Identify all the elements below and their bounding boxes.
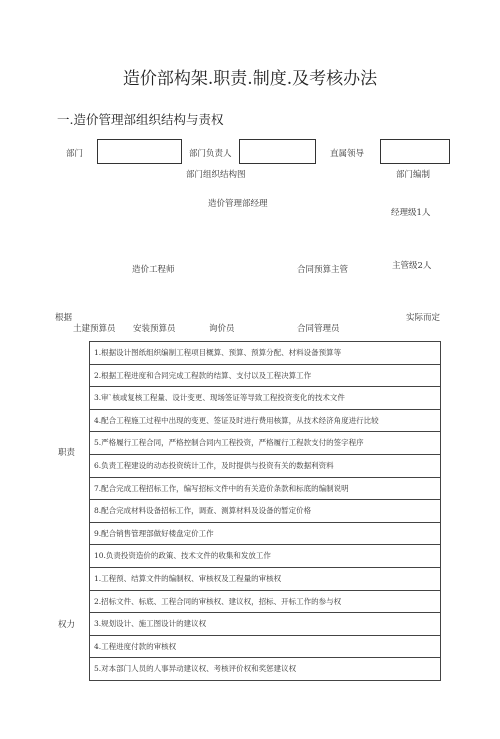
- department-field[interactable]: [97, 139, 182, 164]
- duties-powers-table: [89, 341, 441, 681]
- org-staff-install: 安装预算员: [133, 324, 176, 334]
- power-item: 3.规划设计、施工图设计的建议权: [90, 613, 441, 636]
- duty-item: 5.严格履行工程合同，严格控制合同内工程投资，严格履行工程款支付的签字程序: [90, 432, 441, 455]
- department-head-label: 部门负责人: [189, 149, 232, 159]
- direct-leader-field[interactable]: [380, 139, 450, 164]
- basis-label: 根据: [55, 313, 73, 323]
- table-row: [90, 545, 441, 568]
- power-item: 1.工程预、结算文件的编制权、审核权及工程量的审核权: [90, 567, 441, 590]
- power-item: 2.招标文件、标底、工程合同的审核权、建议权，招标、开标工作的参与权: [90, 590, 441, 613]
- table-row: [90, 454, 441, 477]
- duty-item: 10.负责投资造价的政策、技术文件的收集和发放工作: [90, 545, 441, 568]
- duty-item: 3.审`核或复核工程量、设计变更、现场签证等导致工程投资变化的技术文件: [90, 387, 441, 410]
- duty-item: 6.负责工程建设的动态投资统计工作，及时提供与投资有关的数据利资料: [90, 454, 441, 477]
- supervisor-level: 主管级2人: [392, 261, 432, 271]
- document-title: 造价部构架.职责.制度.及考核办法: [122, 69, 378, 89]
- duty-item: 8.配合完成材料设备招标工作，调查、测算材料及设备的暂定价格: [90, 500, 441, 523]
- org-staff-inquiry: 询价员: [209, 324, 235, 334]
- org-staff-civil: 土建预算员: [73, 324, 116, 334]
- table-row: [90, 342, 441, 365]
- org-contract-supervisor: 合同预算主管: [297, 265, 349, 275]
- table-row: [90, 567, 441, 590]
- table-row: [90, 364, 441, 387]
- duty-item: 7.配合完成工程招标工作，编写招标文件中的有关造价条款和标底的编制说明: [90, 477, 441, 500]
- department-label: 部门: [66, 149, 84, 159]
- direct-leader-label: 直属领导: [330, 149, 365, 159]
- table-row: [90, 500, 441, 523]
- duty-item: 9.配合销售管理部做好楼盘定价工作: [90, 522, 441, 545]
- actual-label: 实际而定: [406, 313, 441, 323]
- table-row: [90, 658, 441, 681]
- table-row: [90, 387, 441, 410]
- power-item: 5.对本部门人员的人事异动建议权、考核评价权和奖惩建议权: [90, 658, 441, 681]
- duty-item: 4.配合工程施工过程中出现的变更、签证及时进行费用核算，从技术经济角度进行比较: [90, 409, 441, 432]
- org-cost-engineer: 造价工程师: [132, 265, 175, 275]
- duties-label: 职责: [58, 448, 76, 458]
- table-row: [90, 522, 441, 545]
- section-heading: 一.造价管理部组织结构与责权: [57, 112, 224, 127]
- table-row: [90, 590, 441, 613]
- power-item: 4.工程进度付款的审核权: [90, 635, 441, 658]
- staffing-caption: 部门编制: [396, 170, 431, 180]
- org-manager: 造价管理部经理: [208, 199, 268, 209]
- table-row: [90, 409, 441, 432]
- department-head-field[interactable]: [239, 139, 316, 164]
- duty-item: 1.根据设计图纸组织编制工程项目概算、预算、预算分配、材料设备预算等: [90, 342, 441, 365]
- org-chart-caption: 部门组织结构图: [186, 170, 246, 180]
- org-staff-contract: 合同管理员: [297, 324, 340, 334]
- duty-item: 2.根据工程进度和合同完成工程款的结算、支付以及工程决算工作: [90, 364, 441, 387]
- table-row: [90, 477, 441, 500]
- table-row: [90, 432, 441, 455]
- table-row: [90, 635, 441, 658]
- powers-label: 权力: [58, 620, 76, 630]
- manager-level: 经理级1人: [391, 208, 431, 218]
- table-row: [90, 613, 441, 636]
